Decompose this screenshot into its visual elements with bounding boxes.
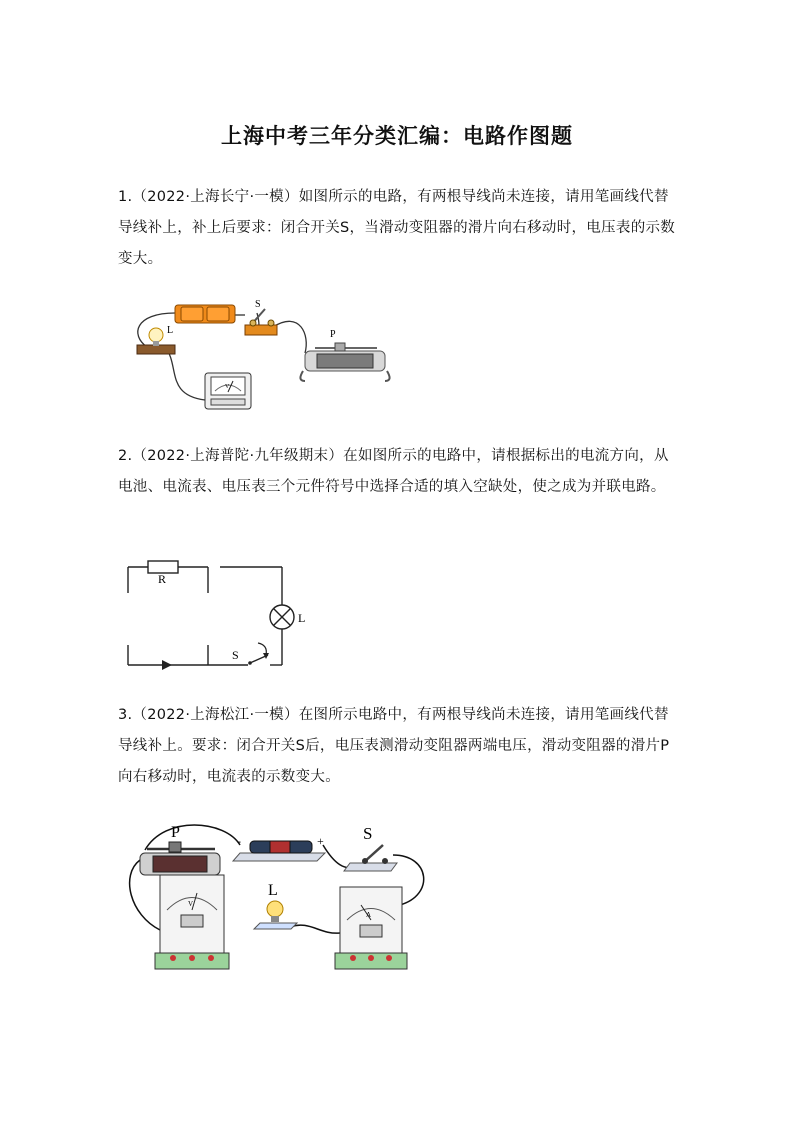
switch-arrow-icon bbox=[263, 653, 269, 659]
question-2-switch-label: S bbox=[232, 648, 239, 662]
question-3-minus-label: - bbox=[237, 834, 241, 848]
current-arrow-icon bbox=[162, 660, 172, 670]
question-2-resistor-label: R bbox=[158, 572, 167, 586]
question-3-plus-label: + bbox=[317, 834, 324, 848]
question-1-text: 1.（2022·上海长宁·一模）如图所示的电路，有两根导线尚未连接，请用笔画线代替导线补上，补上后要求：闭合开关S，当滑动变阻器的滑片向右移动时，电压表的示数变大。 bbox=[118, 189, 676, 267]
page-title: 上海中考三年分类汇编：电路作图题 bbox=[221, 124, 573, 148]
question-2-text: 2.（2022·上海普陀·九年级期末）在如图所示的电路中，请根据标出的电流方向，从电池、电流表、电压表三个元件符号中选择合适的填入空缺处，使之成为并联电路。 bbox=[118, 448, 669, 495]
question-1-lamp-label: L bbox=[167, 325, 174, 336]
question-1-switch-label: S bbox=[255, 299, 261, 310]
question-3-switch-label: S bbox=[363, 824, 373, 843]
question-3-figure bbox=[125, 815, 445, 985]
question-1-slider-label: P bbox=[330, 329, 336, 340]
question-1-meter-label: V bbox=[225, 384, 230, 390]
question-2-lamp-label: L bbox=[298, 611, 306, 625]
question-3-text: 3.（2022·上海松江·一模）在图所示电路中，有两根导线尚未连接，请用笔画线代替导线补上。要求：闭合开关S后，电压表测滑动变阻器两端电压，滑动变阻器的滑片P向右移动时，电流表的示数变大。 bbox=[118, 707, 670, 785]
question-1-figure bbox=[125, 295, 400, 415]
question-3-slider-label: P bbox=[171, 824, 180, 841]
question-3-ammeter-label: A bbox=[366, 911, 372, 919]
question-2-figure bbox=[120, 555, 320, 670]
question-3-voltmeter-label: V bbox=[188, 900, 194, 908]
question-3-lamp-label: L bbox=[268, 882, 278, 899]
